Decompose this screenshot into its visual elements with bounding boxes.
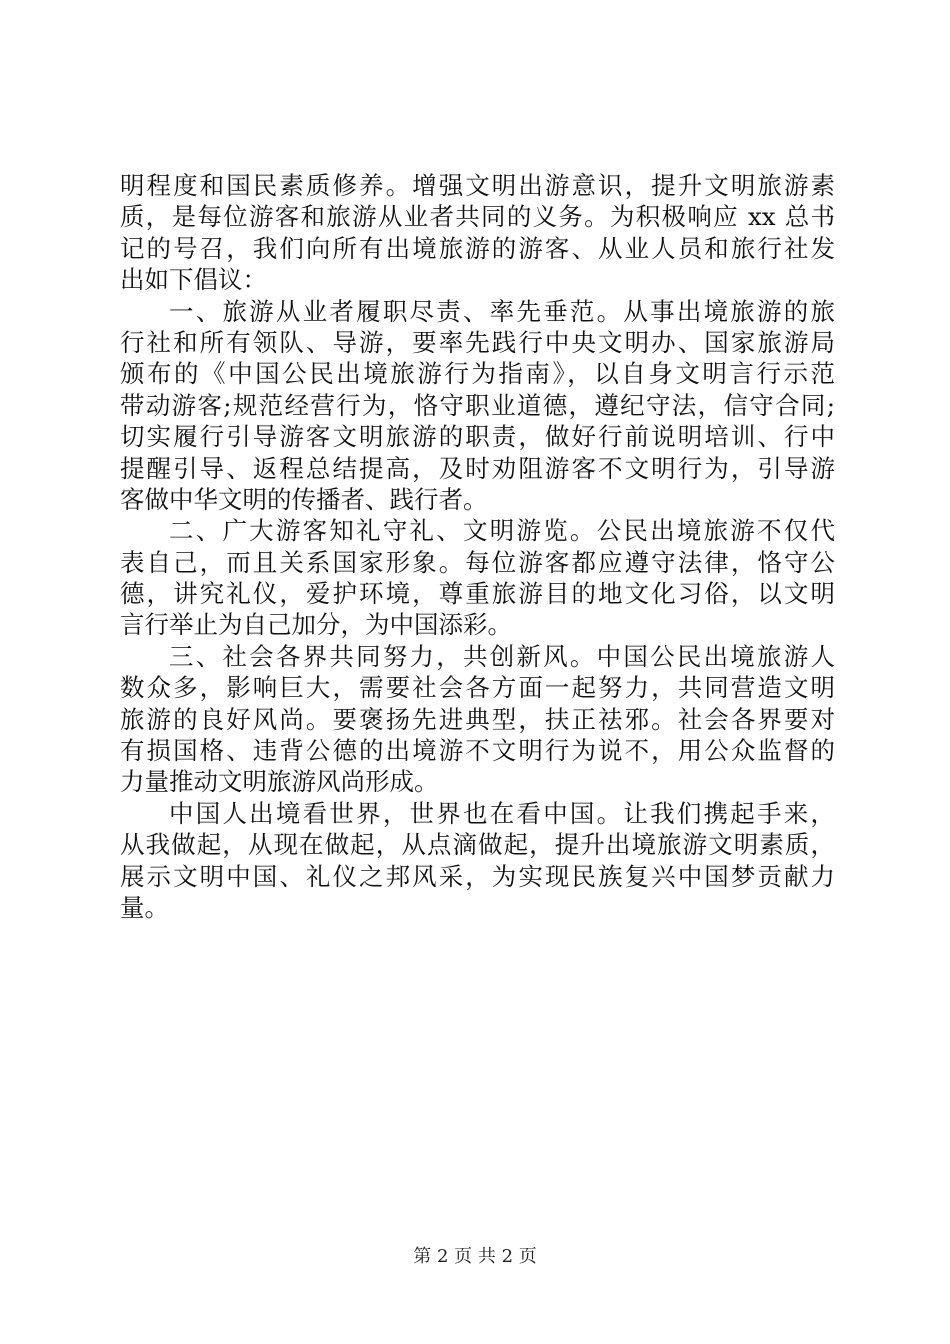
text-line: 提醒引导、返程总结提高，及时劝阻游客不文明行为，引导游 <box>120 453 835 483</box>
text-line: 切实履行引导游客文明旅游的职责，做好行前说明培训、行中 <box>120 422 835 452</box>
text-line: 客做中华文明的传播者、践行者。 <box>120 484 488 514</box>
paragraph <box>120 641 835 798</box>
text-line: 颁布的《中国公民出境旅游行为指南》，以自身文明言行示范 <box>120 359 835 389</box>
text-line: 带动游客;规范经营行为，恪守职业道德，遵纪守法，信守合同; <box>120 390 835 420</box>
document-body <box>120 170 835 923</box>
text-line: 有损国格、违背公德的出境游不文明行为说不，用公众监督的 <box>120 736 835 766</box>
paragraph <box>120 515 835 641</box>
text-line: 旅游的良好风尚。要褒扬先进典型，扶正祛邪。社会各界要对 <box>120 704 835 734</box>
text-line: 数众多，影响巨大，需要社会各方面一起努力，共同营造文明 <box>120 673 835 703</box>
text-line: 表自己，而且关系国家形象。每位游客都应遵守法律，恪守公 <box>120 547 835 577</box>
paragraph <box>120 798 835 924</box>
text-line: 三、社会各界共同努力，共创新风。中国公民出境旅游人 <box>169 641 835 671</box>
text-line: 展示文明中国、礼仪之邦风采，为实现民族复兴中国梦贡献力 <box>120 861 835 891</box>
text-line: 一、旅游从业者履职尽责、率先垂范。从事出境旅游的旅 <box>169 296 835 326</box>
text-line: 力量推动文明旅游风尚形成。 <box>120 767 439 797</box>
text-line: 明程度和国民素质修养。增强文明出游意识，提升文明旅游素 <box>120 171 835 200</box>
text-line: 行社和所有领队、导游，要率先践行中央文明办、国家旅游局 <box>120 327 835 357</box>
text-line: 量。 <box>120 892 169 922</box>
text-line: 德，讲究礼仪，爱护环境，尊重旅游目的地文化习俗，以文明 <box>120 579 835 609</box>
text-line: 质，是每位游客和旅游从业者共同的义务。为积极响应 xx 总书 <box>120 202 835 232</box>
text-line: 言行举止为自己加分，为中国添彩。 <box>120 610 512 640</box>
paragraph <box>120 170 835 296</box>
text-line: 出如下倡议： <box>120 265 267 295</box>
text-line: 从我做起，从现在做起，从点滴做起，提升出境旅游文明素质， <box>120 830 835 860</box>
text-line: 二、广大游客知礼守礼、文明游览。公民出境旅游不仅代 <box>169 516 835 546</box>
paragraph <box>120 296 835 516</box>
text-line: 记的号召，我们向所有出境旅游的游客、从业人员和旅行社发 <box>120 233 835 263</box>
page-footer: 第 2 页 共 2 页 <box>413 1246 537 1267</box>
text-line: 中国人出境看世界，世界也在看中国。让我们携起手来， <box>169 798 835 828</box>
